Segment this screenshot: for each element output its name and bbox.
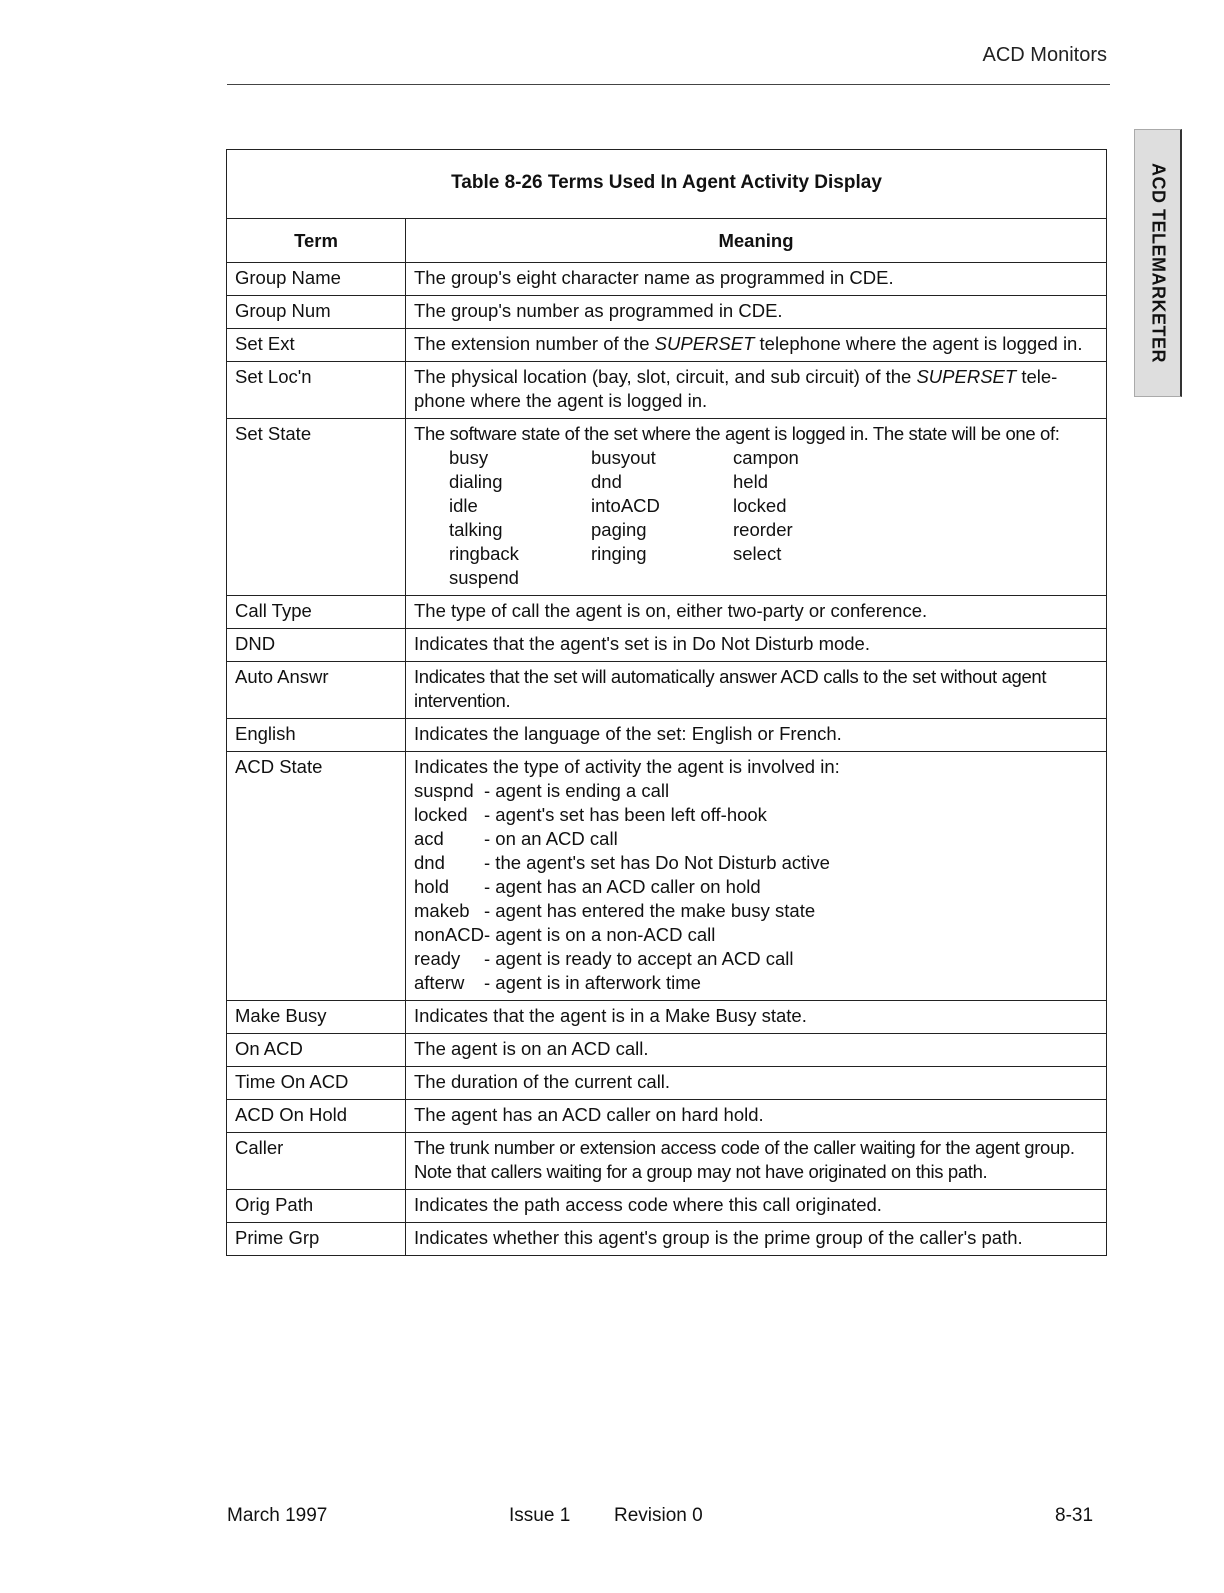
meaning-cell: The trunk number or extension access code of the caller waiting for the agent group. Note that callers waiting for a group may not have originated on this path. — [406, 1133, 1107, 1190]
meaning-cell: Indicates that the agent is in a Make Busy state. — [406, 1001, 1107, 1034]
list-item — [414, 923, 1098, 947]
table-row — [227, 1223, 1107, 1256]
state-description: - agent has an ACD caller on hold — [484, 876, 761, 897]
list-item — [414, 875, 1098, 899]
term-cell: Group Num — [227, 296, 406, 329]
state-value: paging — [591, 519, 647, 540]
state-code: makeb — [414, 900, 470, 921]
table-header-row — [227, 219, 1107, 263]
state-code: acd — [414, 828, 444, 849]
list-item — [414, 947, 1098, 971]
side-tab-label: ACD TELEMARKETER — [1148, 163, 1168, 363]
state-description: - agent is ready to accept an ACD call — [484, 948, 794, 969]
state-description: - agent has entered the make busy state — [484, 900, 816, 921]
term-cell: Caller — [227, 1133, 406, 1190]
table-row — [227, 1190, 1107, 1223]
table-row — [227, 296, 1107, 329]
set-state-list — [414, 446, 1098, 590]
term-cell: Set State — [227, 419, 406, 596]
footer-revision: Revision 0 — [614, 1505, 703, 1526]
term-cell: Group Name — [227, 263, 406, 296]
term-cell: ACD On Hold — [227, 1100, 406, 1133]
list-item — [414, 971, 1098, 995]
table-row — [227, 1133, 1107, 1190]
term-cell: Set Ext — [227, 329, 406, 362]
state-code: hold — [414, 876, 449, 897]
acd-state-list — [414, 779, 1098, 995]
term-cell: On ACD — [227, 1034, 406, 1067]
state-value: ringing — [591, 543, 647, 564]
table-row — [227, 1034, 1107, 1067]
state-value: suspend — [449, 567, 519, 588]
product-name: SUPERSET — [916, 366, 1017, 387]
term-cell: DND — [227, 629, 406, 662]
footer-date: March 1997 — [227, 1505, 328, 1526]
list-item — [414, 779, 1098, 803]
state-description: - the agent's set has Do Not Disturb active — [484, 852, 830, 873]
meaning-cell: Indicates that the set will automatically answer ACD calls to the set without agent intervention. — [406, 662, 1107, 719]
meaning-cell: The type of call the agent is on, either two-party or conference. — [406, 596, 1107, 629]
list-item — [414, 803, 1098, 827]
state-description: - agent is in afterwork time — [484, 972, 701, 993]
state-code: suspnd — [414, 780, 474, 801]
state-code: ready — [414, 948, 461, 969]
table-caption-row — [227, 150, 1107, 219]
running-header: ACD Monitors — [982, 44, 1107, 66]
meaning-text: telephone where the agent is logged in. — [754, 333, 1083, 354]
state-code: locked — [414, 804, 468, 825]
table-row — [227, 662, 1107, 719]
state-description: - agent's set has been left off-hook — [484, 804, 767, 825]
term-cell: ACD State — [227, 752, 406, 1001]
table-row — [227, 1067, 1107, 1100]
column-header-meaning: Meaning — [406, 219, 1107, 263]
meaning-cell: The group's eight character name as programmed in CDE. — [406, 263, 1107, 296]
header-rule — [227, 84, 1110, 85]
table-row — [227, 419, 1107, 596]
product-name: SUPERSET — [654, 333, 755, 354]
meaning-text: tele-phone where the agent is logged in. — [414, 366, 1058, 411]
footer-issue: Issue 1 — [509, 1505, 571, 1526]
meaning-cell: The agent has an ACD caller on hard hold. — [406, 1100, 1107, 1133]
table-row — [227, 752, 1107, 1001]
state-description: - on an ACD call — [484, 828, 618, 849]
meaning-cell: The agent is on an ACD call. — [406, 1034, 1107, 1067]
meaning-cell: Indicates whether this agent's group is the prime group of the caller's path. — [406, 1223, 1107, 1256]
list-item — [414, 899, 1098, 923]
meaning-text: Indicates the type of activity the agent is involved in: — [414, 756, 840, 777]
section-side-tab — [1134, 129, 1182, 397]
meaning-cell — [406, 362, 1107, 419]
meaning-text: The software state of the set where the agent is logged in. The state will be one of: — [414, 423, 1060, 444]
state-code: nonACD — [414, 924, 484, 945]
meaning-cell: Indicates that the agent's set is in Do Not Disturb mode. — [406, 629, 1107, 662]
list-item — [414, 827, 1098, 851]
column-header-term: Term — [227, 219, 406, 263]
table-row — [227, 596, 1107, 629]
state-value: dnd — [591, 471, 622, 492]
state-value: idle — [449, 495, 478, 516]
state-value: busy — [449, 447, 489, 468]
state-value: reorder — [733, 519, 793, 540]
meaning-text: The physical location (bay, slot, circuit, and sub circuit) of the — [414, 366, 917, 387]
term-cell: Set Loc'n — [227, 362, 406, 419]
table-row — [227, 263, 1107, 296]
state-value: locked — [733, 495, 787, 516]
state-code: afterw — [414, 972, 465, 993]
state-value: select — [733, 543, 782, 564]
state-value: intoACD — [591, 495, 660, 516]
meaning-cell — [406, 752, 1107, 1001]
state-value: talking — [449, 519, 503, 540]
table-row — [227, 1100, 1107, 1133]
state-description: - agent is ending a call — [484, 780, 670, 801]
state-value: busyout — [591, 447, 656, 468]
state-code: dnd — [414, 852, 445, 873]
term-cell: Time On ACD — [227, 1067, 406, 1100]
table-row — [227, 362, 1107, 419]
meaning-cell — [406, 419, 1107, 596]
term-cell: English — [227, 719, 406, 752]
table-row — [227, 1001, 1107, 1034]
term-cell: Call Type — [227, 596, 406, 629]
meaning-cell — [406, 329, 1107, 362]
state-value: campon — [733, 447, 799, 468]
state-description: - agent is on a non-ACD call — [484, 924, 716, 945]
terms-table — [226, 149, 1107, 1256]
meaning-cell: The group's number as programmed in CDE. — [406, 296, 1107, 329]
state-value: ringback — [449, 543, 519, 564]
list-item — [414, 851, 1098, 875]
meaning-cell: The duration of the current call. — [406, 1067, 1107, 1100]
term-cell: Make Busy — [227, 1001, 406, 1034]
table-row — [227, 329, 1107, 362]
state-value: dialing — [449, 471, 503, 492]
term-cell: Auto Answr — [227, 662, 406, 719]
meaning-cell: Indicates the path access code where this call originated. — [406, 1190, 1107, 1223]
state-value: held — [733, 471, 768, 492]
meaning-cell: Indicates the language of the set: English or French. — [406, 719, 1107, 752]
footer-page-number: 8-31 — [1055, 1505, 1094, 1526]
term-cell: Orig Path — [227, 1190, 406, 1223]
table-row — [227, 629, 1107, 662]
term-cell: Prime Grp — [227, 1223, 406, 1256]
table-row — [227, 719, 1107, 752]
table-caption: Table 8-26 Terms Used In Agent Activity Display — [227, 150, 1107, 219]
meaning-text: The extension number of the — [414, 333, 655, 354]
